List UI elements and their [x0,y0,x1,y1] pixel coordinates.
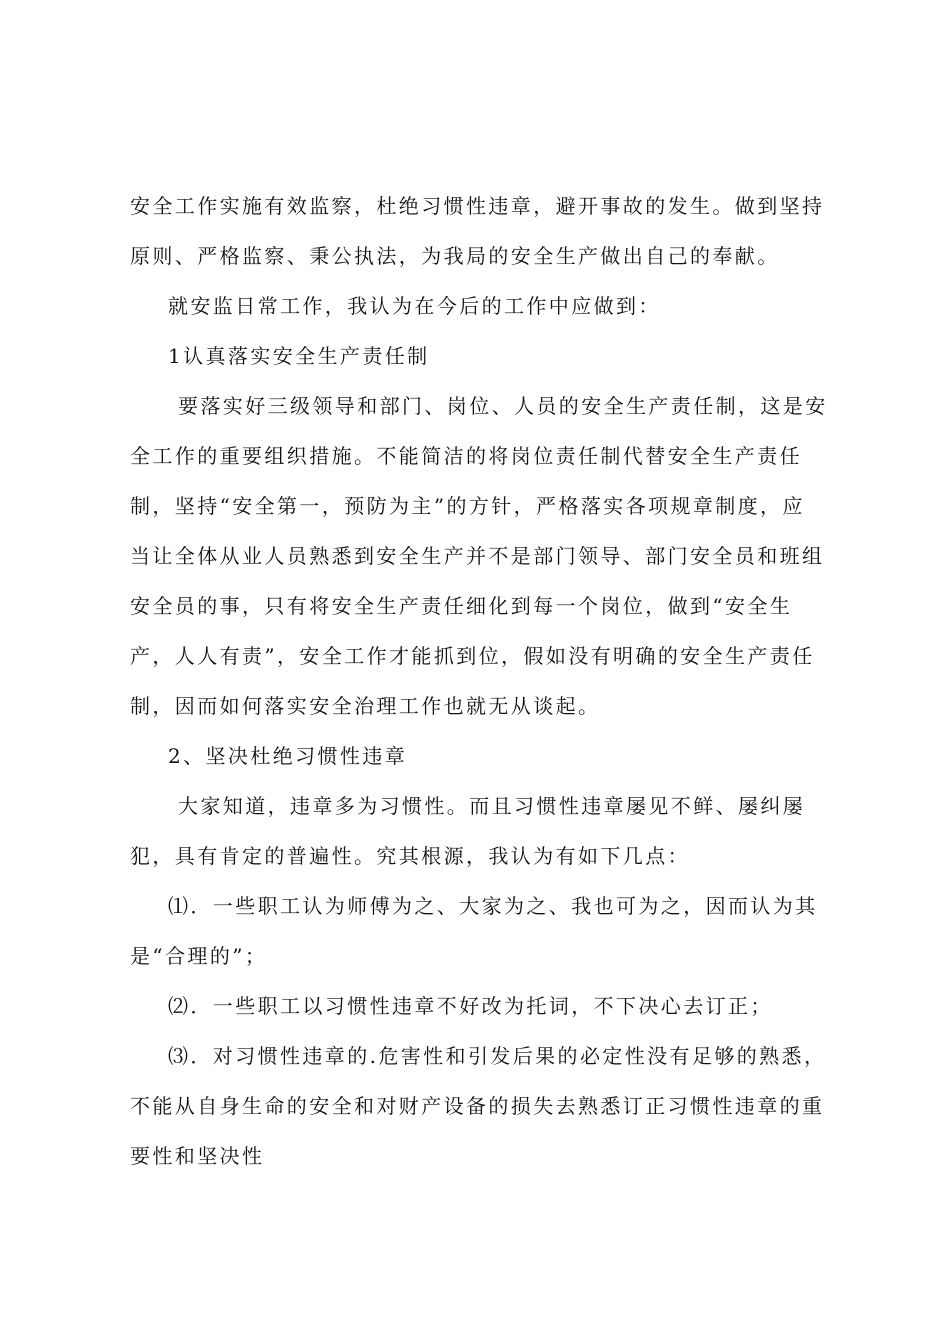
list-item: ⑴．一些职工认为师傅为之、大家为之、我也可为之，因而认为其 [168,894,818,918]
paragraph-line: 大家知道，违章多为习惯性。而且习惯性违章屡见不鲜、屡纠屡 [178,794,806,818]
paragraph-line: 不能从自身生命的安全和对财产设备的损失去熟悉订正习惯性违章的重 [130,1094,825,1118]
list-item: ⑵．一些职工以习惯性违章不好改为托词，不下决心去订正； [168,994,773,1018]
paragraph-line: 当让全体从业人员熟悉到安全生产并不是部门领导、部门安全员和班组 [130,544,825,568]
paragraph-line: 要落实好三级领导和部门、岗位、人员的安全生产责任制，这是安 [178,394,828,418]
paragraph-line: 就安监日常工作，我认为在今后的工作中应做到： [168,294,661,318]
paragraph-line: 犯，具有肯定的普遍性。究其根源，我认为有如下几点： [130,844,690,868]
paragraph-line: 安全员的事，只有将安全生产责任细化到每一个岗位，做到“安全生 [130,594,793,618]
paragraph-line: 全工作的重要组织措施。不能简洁的将岗位责任制代替安全生产责任 [130,444,802,468]
section-heading: 2、坚决杜绝习惯性违章 [168,744,408,768]
paragraph-line: 制，因而如何落实安全治理工作也就无从谈起。 [130,694,601,718]
paragraph-line: 是“合理的”； [130,944,268,968]
paragraph-line: 制，坚持“安全第一，预防为主”的方针，严格落实各项规章制度，应 [130,494,805,518]
paragraph-line: 要性和坚决性 [130,1144,265,1168]
paragraph-line: 产，人人有责”，安全工作才能抓到位，假如没有明确的安全生产责任 [130,644,815,668]
list-item: ⑶．对习惯性违章的.危害性和引发后果的必定性没有足够的熟悉， [168,1044,827,1068]
section-heading: 1认真落实安全生产责任制 [168,344,430,368]
paragraph-line: 原则、严格监察、秉公执法，为我局的安全生产做出自己的奉献。 [130,244,780,268]
paragraph-line: 安全工作实施有效监察，杜绝习惯性违章，避开事故的发生。做到坚持 [130,194,825,218]
